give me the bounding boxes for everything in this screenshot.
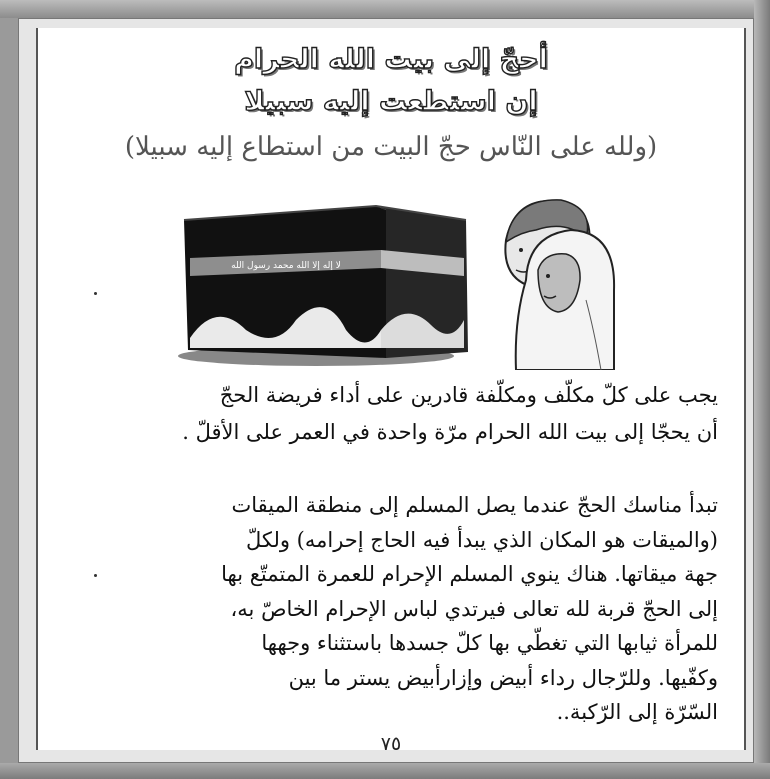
page-title-line-2: إن استطعت إليه سبيلا: [244, 86, 538, 117]
kaaba-inscription: لا إله إلا الله محمد رسول الله: [231, 261, 341, 271]
paragraph-line: يجب على كلّ مكلّف ومكلّفة قادرين على أداء فريضة الحجّ: [219, 383, 718, 407]
page-number: ٧٥: [380, 733, 402, 755]
paragraph-line: أن يحجّا إلى بيت الله الحرام مرّة واحدة في العمر على الأقلّ .: [182, 420, 718, 444]
paragraph-hajj-rites: [160, 488, 718, 730]
paragraph-line: السّرّة إلى الرّكبة..: [556, 700, 718, 724]
bottom-border-strip: [0, 763, 770, 779]
print-speck: [94, 574, 97, 577]
paragraph-line: إلى الحجّ قربة لله تعالى فيرتدي لباس الإحرام الخاصّ به،: [230, 596, 718, 621]
paragraph-hajj-obligation: [180, 377, 718, 451]
paragraph-line: تبدأ مناسك الحجّ عندما يصل المسلم إلى منطقة الميقات: [231, 493, 718, 517]
quran-verse: (ولله على النّاس حجّ البيت من استطاع إليه سبيلا): [124, 132, 658, 162]
page-title-line-1: أحجّ إلى بيت الله الحرام: [234, 44, 548, 75]
paragraph-line: وكفّيها. وللرّجال رداء أبيض وإزارأبيض يستر ما بين: [288, 665, 718, 690]
paragraph-line: للمرأة ثيابها التي تغطّي بها كلّ جسدها باستثناء وجهها: [261, 631, 718, 655]
right-border-strip: [754, 0, 770, 779]
print-speck: [94, 292, 97, 295]
paragraph-line: جهة ميقاتها. هناك ينوي المسلم الإحرام للعمرة المتمتّع بها: [221, 562, 718, 586]
kaaba-with-pilgrims-illustration: [176, 180, 616, 370]
top-border-strip: [0, 0, 770, 18]
paragraph-line: (والميقات هو المكان الذي يبدأ فيه الحاج إحرامه) ولكلّ: [245, 527, 718, 552]
